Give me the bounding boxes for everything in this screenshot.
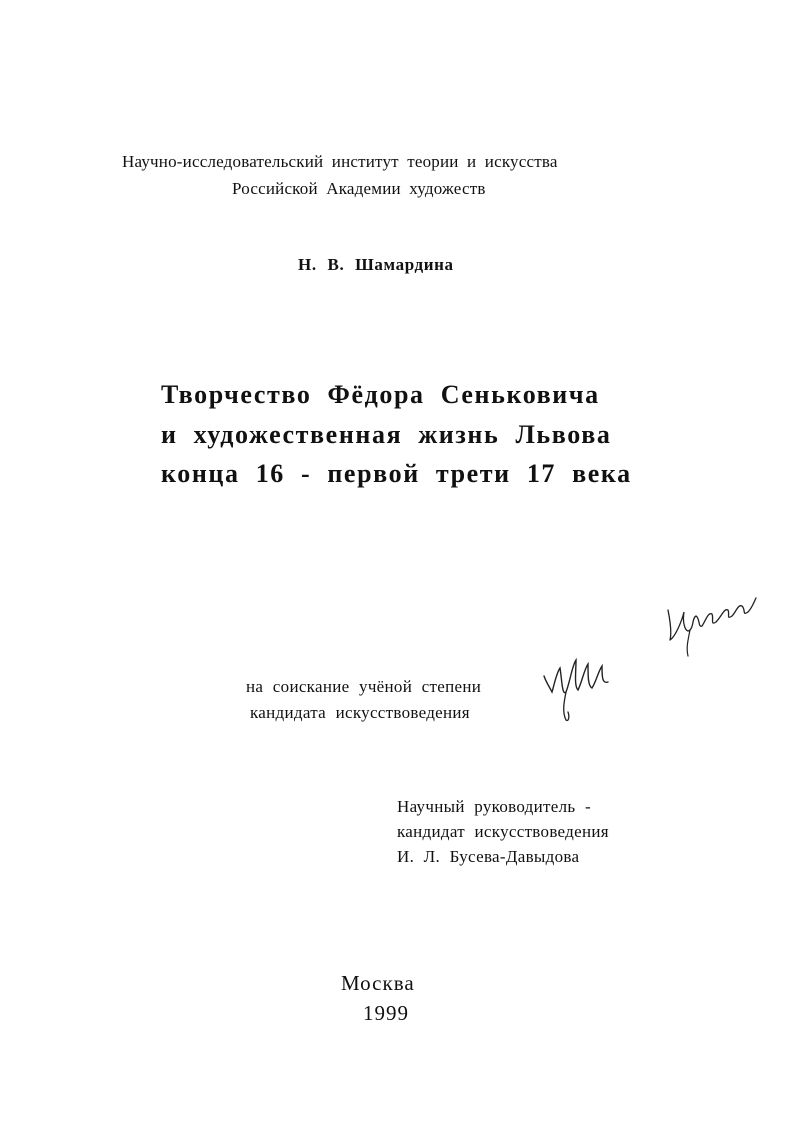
title-line-2: и художественная жизнь Львова (161, 420, 612, 449)
city: Москва (341, 971, 415, 995)
supervisor-line-1: Научный руководитель - (397, 797, 591, 816)
title-line-3: конца 16 - первой трети 17 века (161, 459, 632, 488)
author-name: Н. В. Шамардина (298, 255, 454, 274)
degree-line-1: на соискание учёной степени (246, 677, 482, 696)
degree-line-2: кандидата искусствоведения (250, 703, 470, 722)
year: 1999 (363, 1001, 409, 1025)
supervisor-line-3: И. Л. Бусева-Давыдова (397, 847, 580, 866)
institute-line-1: Научно-исследовательский институт теории и искусства (122, 152, 558, 171)
supervisor-line-2: кандидат искусствоведения (397, 822, 609, 841)
institute-line-2: Российской Академии художеств (232, 179, 486, 198)
signature (540, 652, 620, 724)
title-line-1: Творчество Фёдора Сеньковича (161, 380, 600, 409)
handwritten-note (664, 590, 760, 660)
